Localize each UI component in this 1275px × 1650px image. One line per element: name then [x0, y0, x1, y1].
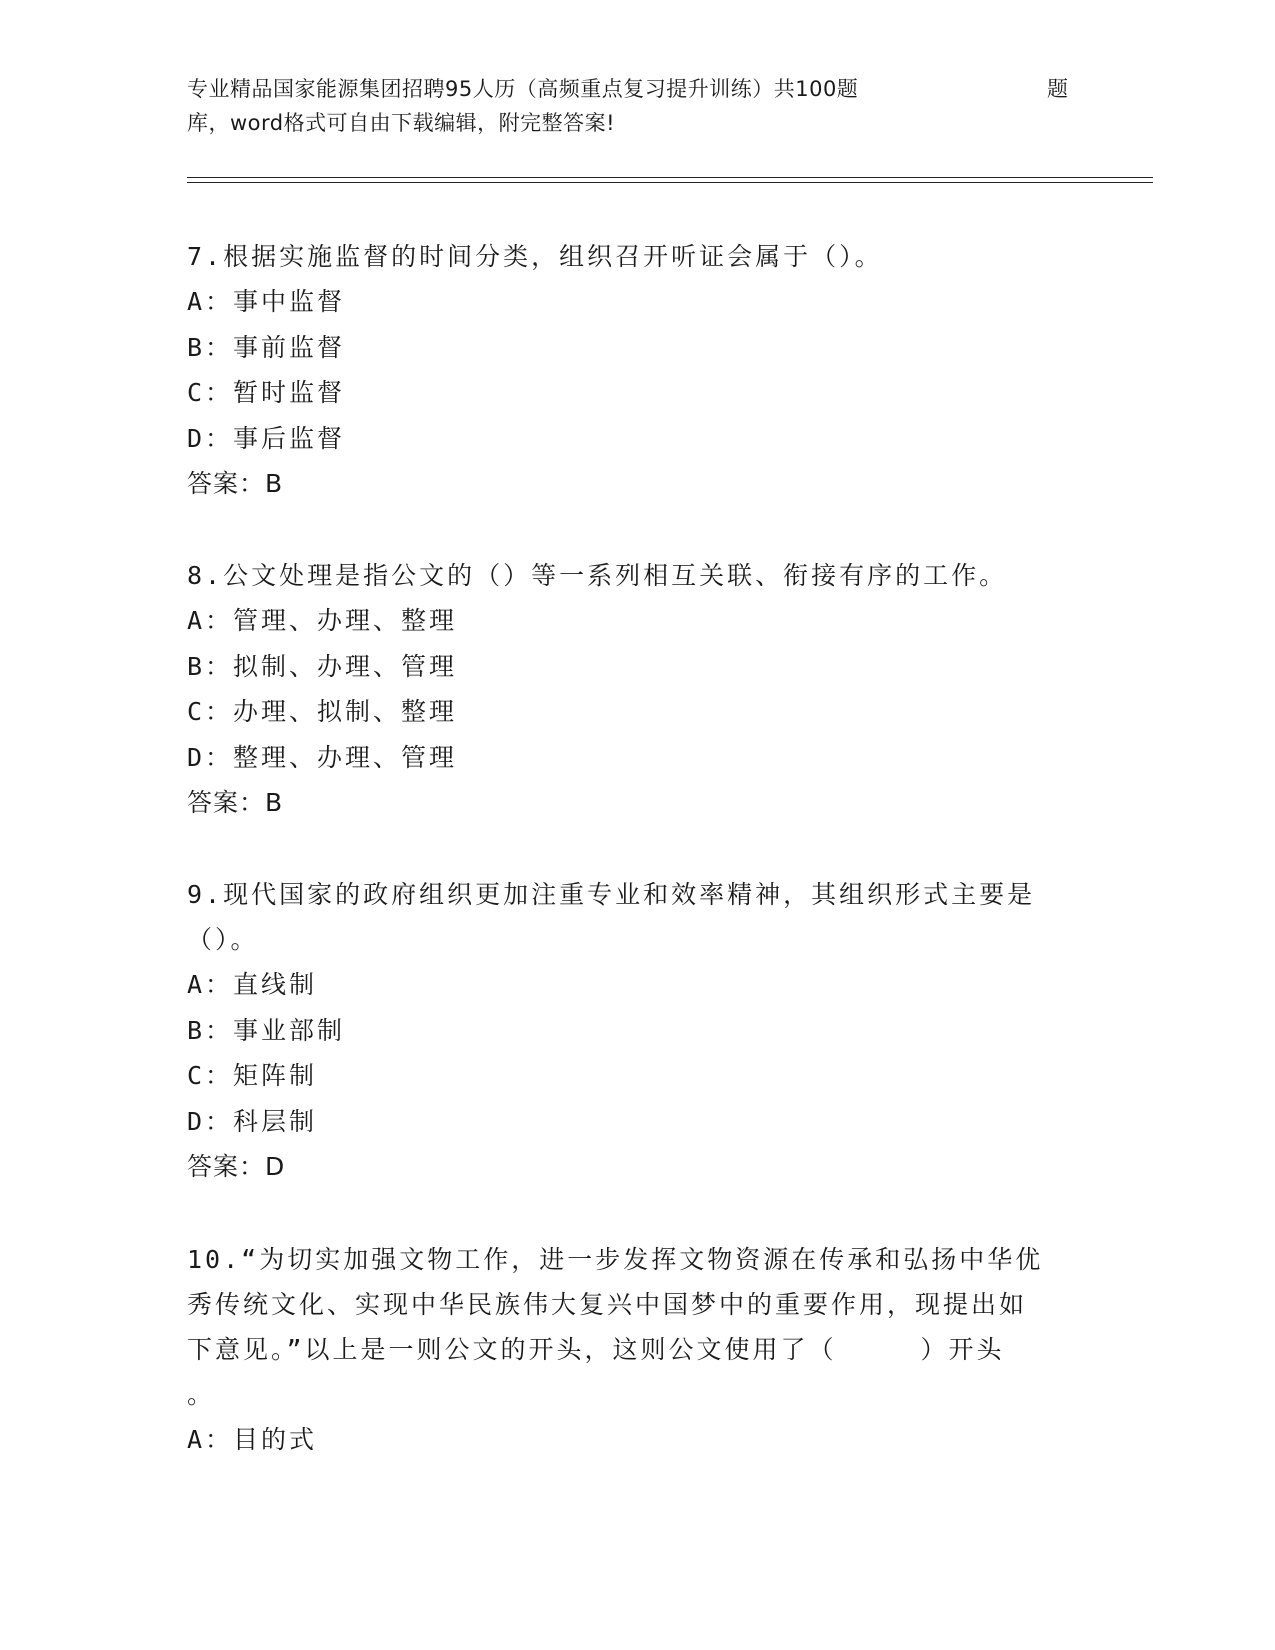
question-text-line-2: 秀传统文化、实现中华民族伟大复兴中国梦中的重要作用，现提出如 — [187, 1290, 1028, 1319]
option-d: D：整理、办理、管理 — [187, 742, 458, 772]
question-text-line-1: 9.现代国家的政府组织更加注重专业和效率精神，其组织形式主要是 — [187, 880, 1036, 909]
answer: 答案：D — [187, 1152, 286, 1181]
header-line-2: 库，word格式可自由下载编辑，附完整答案! — [187, 111, 616, 135]
option-a: A：目的式 — [187, 1425, 318, 1454]
question-text-line-1: 10.“为切实加强文物工作，进一步发挥文物资源在传承和弘扬中华优 — [187, 1245, 1044, 1274]
header-title: 专业精品国家能源集团招聘95人历（高频重点复习提升训练）共100题 — [187, 77, 859, 101]
option-b: B：拟制、办理、管理 — [187, 651, 458, 681]
question-8 — [187, 553, 1087, 825]
option-c: C：办理、拟制、整理 — [187, 697, 458, 726]
option-a: A：直线制 — [187, 970, 318, 999]
question-text-line-4: 。 — [187, 1380, 216, 1409]
option-d: D：事后监督 — [187, 423, 346, 453]
option-a: A：管理、办理、整理 — [187, 606, 458, 635]
question-7 — [187, 234, 1087, 506]
question-text-line-2: （）。 — [187, 925, 259, 954]
option-c: C：矩阵制 — [187, 1061, 318, 1090]
option-b: B：事前监督 — [187, 332, 346, 362]
question-text-line-3: 下意见。”以上是一则公文的开头，这则公文使用了（ ）开头 — [187, 1335, 1005, 1364]
question-text: 8.公文处理是指公文的（）等一系列相互关联、衔接有序的工作。 — [187, 561, 1008, 590]
header-title-tail: 题 — [1047, 77, 1069, 101]
question-text: 7.根据实施监督的时间分类，组织召开听证会属于（）。 — [187, 242, 883, 271]
option-b: B：事业部制 — [187, 1015, 346, 1045]
option-a: A：事中监督 — [187, 287, 346, 316]
option-d: D：科层制 — [187, 1106, 318, 1136]
document-header — [187, 72, 1087, 140]
option-c: C：暂时监督 — [187, 378, 346, 407]
answer: 答案：B — [187, 788, 284, 817]
header-divider-bottom — [187, 182, 1153, 183]
answer: 答案：B — [187, 469, 284, 498]
header-divider-top — [187, 177, 1153, 178]
question-9 — [187, 872, 1087, 1189]
question-10 — [187, 1237, 1087, 1463]
header-line-1 — [187, 72, 1087, 106]
